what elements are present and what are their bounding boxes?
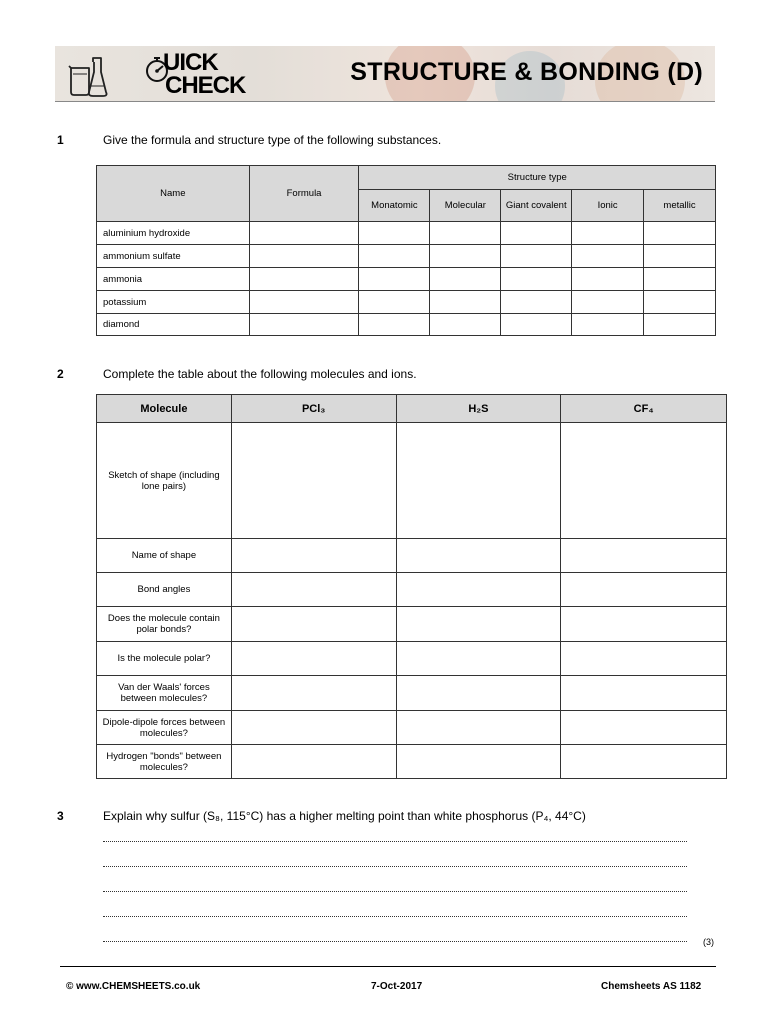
answer-cell[interactable] <box>644 314 716 336</box>
answer-line[interactable] <box>103 866 687 867</box>
molecules-table <box>96 394 727 779</box>
answer-cell[interactable] <box>396 423 561 539</box>
answer-cell[interactable] <box>396 745 561 779</box>
answer-cell[interactable] <box>572 314 644 336</box>
formula-cell[interactable] <box>249 245 359 268</box>
substances-table <box>96 165 716 336</box>
question-number: 3 <box>57 809 64 823</box>
header-giant-covalent: Giant covalent <box>501 190 572 222</box>
table-row <box>97 642 727 676</box>
header-molecular: Molecular <box>430 190 501 222</box>
answer-cell[interactable] <box>396 607 561 642</box>
answer-cell[interactable] <box>430 268 501 291</box>
answer-cell[interactable] <box>572 245 644 268</box>
answer-cell[interactable] <box>572 222 644 245</box>
answer-cell[interactable] <box>396 711 561 745</box>
row-label: Name of shape <box>97 539 232 573</box>
substance-name: ammonia <box>97 268 250 291</box>
marks-label: (3) <box>703 937 714 947</box>
row-label: Does the molecule contain polar bonds? <box>97 607 232 642</box>
table-row <box>97 607 727 642</box>
formula-cell[interactable] <box>249 268 359 291</box>
answer-cell[interactable] <box>430 222 501 245</box>
header-pcl3: PCl₃ <box>231 395 396 423</box>
logo-line-1: UICK <box>163 49 218 76</box>
footer-date: 7-Oct-2017 <box>371 981 423 992</box>
answer-cell[interactable] <box>561 539 727 573</box>
answer-cell[interactable] <box>396 676 561 711</box>
question-text: Complete the table about the following molecules and ions. <box>103 367 417 381</box>
answer-cell[interactable] <box>359 291 430 314</box>
answer-cell[interactable] <box>231 676 396 711</box>
page-title: STRUCTURE & BONDING (D) <box>350 58 703 86</box>
table-row <box>97 573 727 607</box>
answer-cell[interactable] <box>572 291 644 314</box>
row-label: Bond angles <box>97 573 232 607</box>
answer-cell[interactable] <box>231 573 396 607</box>
answer-cell[interactable] <box>561 423 727 539</box>
answer-cell[interactable] <box>644 245 716 268</box>
logo-line-2: CHECK <box>165 72 246 99</box>
header-name: Name <box>97 166 250 222</box>
substance-name: aluminium hydroxide <box>97 222 250 245</box>
answer-cell[interactable] <box>231 539 396 573</box>
header-cf4: CF₄ <box>561 395 727 423</box>
question-number: 1 <box>57 133 64 147</box>
formula-cell[interactable] <box>249 291 359 314</box>
row-label: Dipole-dipole forces between molecules? <box>97 711 232 745</box>
answer-cell[interactable] <box>501 291 572 314</box>
substance-name: diamond <box>97 314 250 336</box>
answer-line[interactable] <box>103 941 687 942</box>
table-row <box>97 711 727 745</box>
answer-cell[interactable] <box>359 222 430 245</box>
footer-website: © www.CHEMSHEETS.co.uk <box>66 981 201 992</box>
answer-cell[interactable] <box>561 607 727 642</box>
row-label: Van der Waals' forces between molecules? <box>97 676 232 711</box>
substance-name: ammonium sulfate <box>97 245 250 268</box>
answer-cell[interactable] <box>501 314 572 336</box>
answer-cell[interactable] <box>430 245 501 268</box>
table-row <box>97 745 727 779</box>
answer-cell[interactable] <box>561 711 727 745</box>
answer-cell[interactable] <box>396 539 561 573</box>
header-metallic: metallic <box>644 190 716 222</box>
glassware-icon <box>65 52 113 98</box>
header-structure-type: Structure type <box>359 166 716 190</box>
row-label: Sketch of shape (including lone pairs) <box>97 423 232 539</box>
question-text: Explain why sulfur (S₈, 115°C) has a higher melting point than white phosphorus (P₄, 44°C) <box>103 809 586 823</box>
header-formula: Formula <box>249 166 359 222</box>
answer-cell[interactable] <box>359 245 430 268</box>
answer-cell[interactable] <box>561 573 727 607</box>
answer-cell[interactable] <box>231 745 396 779</box>
answer-cell[interactable] <box>501 245 572 268</box>
header-banner <box>55 46 715 102</box>
answer-cell[interactable] <box>572 268 644 291</box>
header-monatomic: Monatomic <box>359 190 430 222</box>
answer-line[interactable] <box>103 841 687 842</box>
row-label: Is the molecule polar? <box>97 642 232 676</box>
question-text: Give the formula and structure type of the following substances. <box>103 133 442 147</box>
answer-cell[interactable] <box>430 291 501 314</box>
answer-cell[interactable] <box>231 607 396 642</box>
answer-cell[interactable] <box>396 573 561 607</box>
answer-cell[interactable] <box>231 711 396 745</box>
footer-divider <box>60 966 716 967</box>
table-row <box>97 314 716 336</box>
table-row <box>97 245 716 268</box>
answer-cell[interactable] <box>561 642 727 676</box>
answer-cell[interactable] <box>501 268 572 291</box>
question-number: 2 <box>57 367 64 381</box>
answer-cell[interactable] <box>561 676 727 711</box>
table-row <box>97 676 727 711</box>
answer-cell[interactable] <box>644 291 716 314</box>
header-ionic: Ionic <box>572 190 644 222</box>
footer-reference: Chemsheets AS 1182 <box>601 981 702 992</box>
answer-cell[interactable] <box>359 268 430 291</box>
table-row <box>97 539 727 573</box>
row-label: Hydrogen "bonds" between molecules? <box>97 745 232 779</box>
answer-cell[interactable] <box>231 423 396 539</box>
answer-cell[interactable] <box>644 222 716 245</box>
quick-check-logo <box>143 50 303 100</box>
substance-name: potassium <box>97 291 250 314</box>
answer-line[interactable] <box>103 916 687 917</box>
answer-cell[interactable] <box>430 314 501 336</box>
answer-cell[interactable] <box>231 642 396 676</box>
answer-cell[interactable] <box>644 268 716 291</box>
table-row <box>97 291 716 314</box>
header-h2s: H₂S <box>396 395 561 423</box>
table-row <box>97 268 716 291</box>
formula-cell[interactable] <box>249 314 359 336</box>
header-molecule: Molecule <box>97 395 232 423</box>
answer-cell[interactable] <box>561 745 727 779</box>
table-row <box>97 423 727 539</box>
formula-cell[interactable] <box>249 222 359 245</box>
answer-cell[interactable] <box>359 314 430 336</box>
answer-cell[interactable] <box>396 642 561 676</box>
answer-line[interactable] <box>103 891 687 892</box>
table-row <box>97 222 716 245</box>
answer-cell[interactable] <box>501 222 572 245</box>
